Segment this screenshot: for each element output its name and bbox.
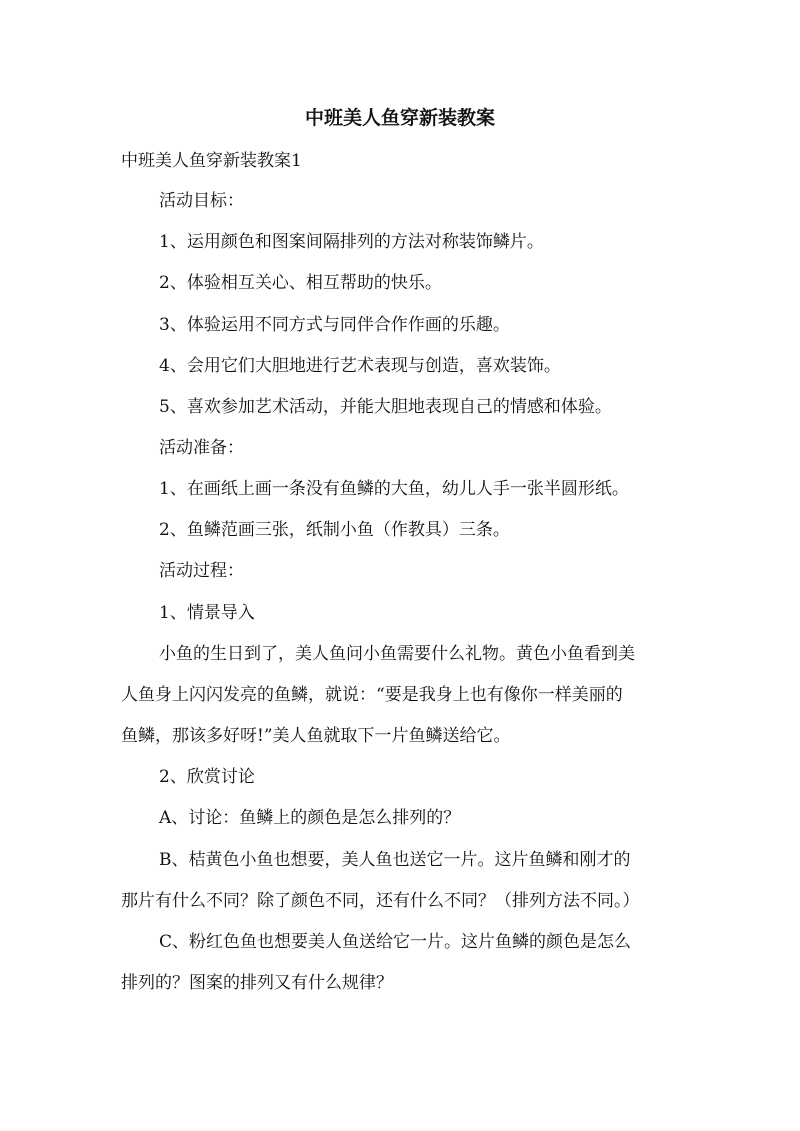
paragraph-line: 小鱼的生日到了，美人鱼问小鱼需要什么礼物。黄色小鱼看到美 [159, 644, 635, 664]
paragraph-line: B、桔黄色小鱼也想要，美人鱼也送它一片。这片鱼鳞和刚才的 [159, 850, 631, 870]
paragraph-line: C、粉红色鱼也想要美人鱼送给它一片。这片鱼鳞的颜色是怎么 [159, 932, 632, 952]
paragraph-line: 排列的？图案的排列又有什么规律？ [121, 973, 393, 993]
paragraph-line: A、讨论：鱼鳞上的颜色是怎么排列的？ [159, 808, 461, 828]
paragraph-line: 5、喜欢参加艺术活动，并能大胆地表现自己的情感和体验。 [159, 397, 612, 417]
paragraph-line: 那片有什么不同？除了颜色不同，还有什么不同？（排列方法不同。） [121, 891, 640, 911]
paragraph-line: 1、运用颜色和图案间隔排列的方法对称装饰鳞片。 [159, 232, 544, 252]
paragraph-line: 活动目标： [159, 191, 244, 211]
paragraph-line: 2、体验相互关心、相互帮助的快乐。 [159, 273, 442, 293]
document-title: 中班美人鱼穿新装教案 [304, 107, 495, 129]
paragraph-line: 4、会用它们大胆地进行艺术表现与创造，喜欢装饰。 [159, 356, 561, 376]
paragraph-line: 2、鱼鳞范画三张，纸制小鱼（作教具）三条。 [159, 520, 510, 540]
paragraph-line: 3、体验运用不同方式与同伴合作作画的乐趣。 [159, 315, 510, 335]
paragraph-line: 活动准备： [159, 438, 244, 458]
paragraph-line: 活动过程： [159, 561, 244, 581]
paragraph-line: 2、欣赏讨论 [159, 767, 255, 787]
section-heading: 中班美人鱼穿新装教案1 [121, 151, 302, 171]
paragraph-line: 人鱼身上闪闪发亮的鱼鳞，就说：“要是我身上也有像你一样美丽的 [121, 685, 623, 705]
paragraph-line: 1、在画纸上画一条没有鱼鳞的大鱼，幼儿人手一张半圆形纸。 [159, 479, 629, 499]
paragraph-line: 1、情景导入 [159, 603, 255, 623]
paragraph-line: 鱼鳞，那该多好呀!”美人鱼就取下一片鱼鳞送给它。 [121, 726, 511, 746]
